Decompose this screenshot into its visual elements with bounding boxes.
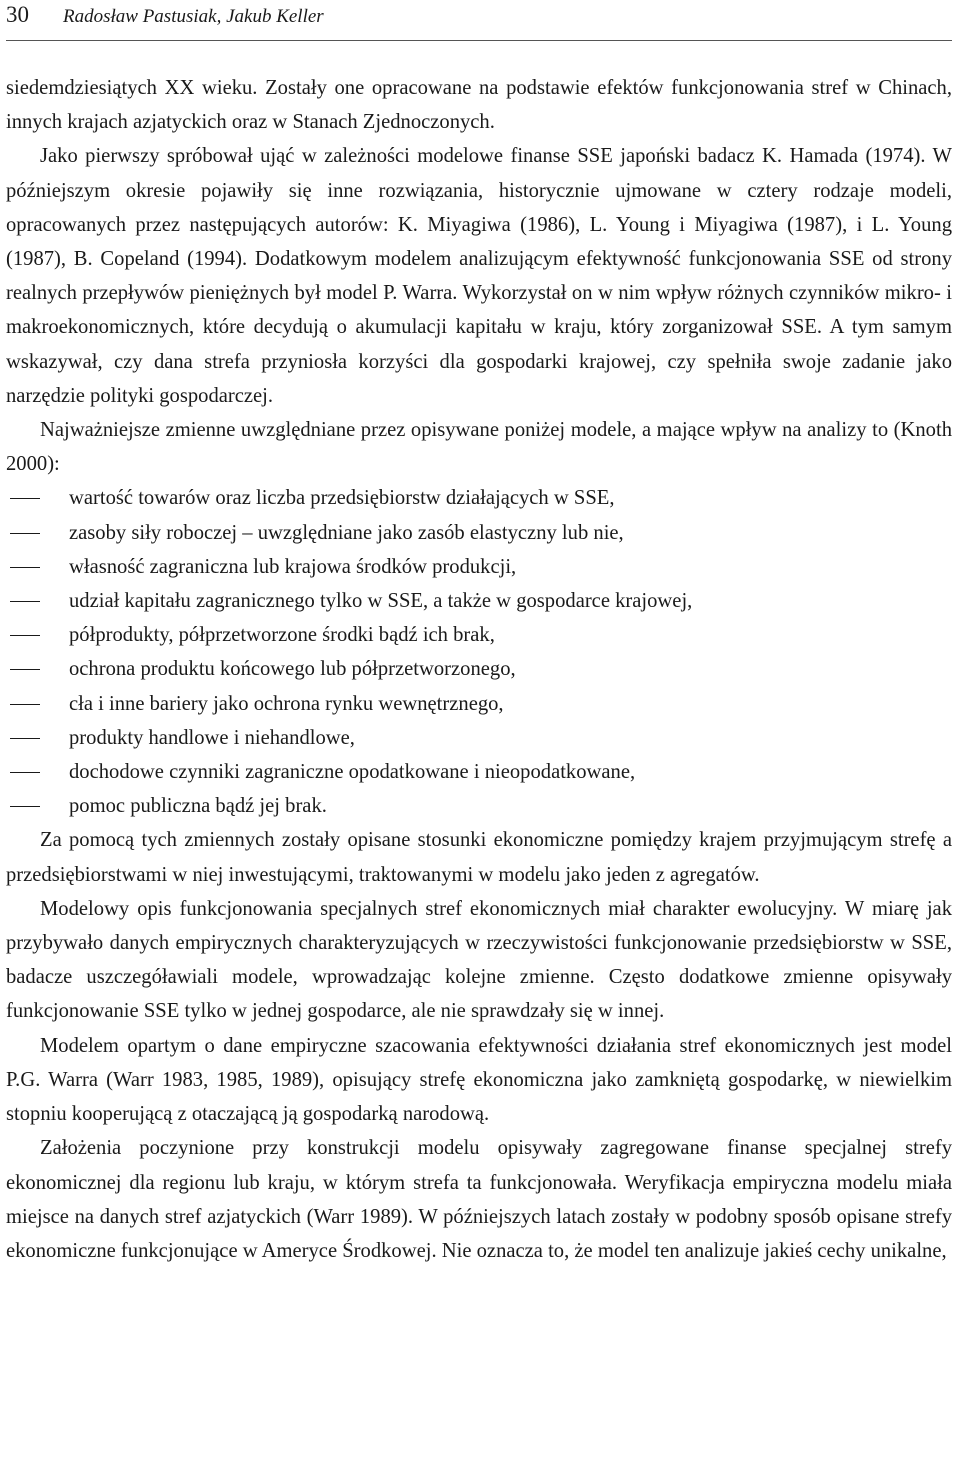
- list-item: wartość towarów oraz liczba przedsiębiorstw działających w SSE,: [6, 481, 952, 515]
- body-text: [6, 71, 952, 1268]
- list-item: ochrona produktu końcowego lub półprzetworzonego,: [6, 652, 952, 686]
- paragraph: siedemdziesiątych XX wieku. Zostały one opracowane na podstawie efektów funkcjonowania stref w Chinach, innych krajach azjatyckich oraz w Stanach Zjednoczonych.: [6, 77, 952, 134]
- paragraph: Najważniejsze zmienne uwzględniane przez opisywane poniżej modele, a mające wpływ na analizy to (Knoth 2000):: [6, 419, 952, 476]
- paragraph: Modelem opartym o dane empiryczne szacowania efektywności działania stref ekonomicznych jest model P.G. Warra (Warr 1983, 1985, 1989), opisujący strefę ekonomiczna jako zamkniętą gospodarkę, w niewielkim stopniu kooperującą z otaczającą ją gospodarką narodową.: [6, 1034, 952, 1126]
- page-header: [6, 0, 952, 41]
- page-number: 30: [6, 2, 29, 27]
- list-item: udział kapitału zagranicznego tylko w SSE, a także w gospodarce krajowej,: [6, 584, 952, 618]
- paragraph: Jako pierwszy spróbował ująć w zależności modelowe finanse SSE japoński badacz K. Hamada (1974). W późniejszym okresie pojawiły się inne rozwiązania, historycznie ujmowane w cztery rodzaje modeli, opracowanych przez następujących autorów: K. Miyagiwa (1986), L. Young i Miyagiwa (1987), i L. Young (1987), B. Copeland (1994). Dodatkowym modelem analizującym efektywność funkcjonowania SSE od strony realnych przepływów pieniężnych był model P. Warra. Wykorzystał on w nim wpływ różnych czynników mikro- i makroekonomicznych, które decydują o akumulacji kapitału w kraju, który zorganizował SSE. A tym samym wskazywał, czy dana strefa przyniosła korzyści dla gospodarki krajowej, czy spełniła swoje zadanie jako narzędzie polityki gospodarczej.: [6, 145, 952, 407]
- list-item: zasoby siły roboczej – uwzględniane jako zasób elastyczny lub nie,: [6, 516, 952, 550]
- list-item: dochodowe czynniki zagraniczne opodatkowane i nieopodatkowane,: [6, 755, 952, 789]
- running-head-authors: Radosław Pastusiak, Jakub Keller: [63, 6, 324, 27]
- paragraph: Za pomocą tych zmiennych zostały opisane stosunki ekonomiczne pomiędzy krajem przyjmującym strefę a przedsiębiorstwami w niej inwestującymi, traktowanymi w modelu jako jeden z agregatów.: [6, 829, 952, 886]
- list-item: półprodukty, półprzetworzone środki bądź ich brak,: [6, 618, 952, 652]
- list-item: cła i inne bariery jako ochrona rynku wewnętrznego,: [6, 687, 952, 721]
- list-item: produkty handlowe i niehandlowe,: [6, 721, 952, 755]
- paragraph: Założenia poczynione przy konstrukcji modelu opisywały zagregowane finanse specjalnej strefy ekonomicznej dla regionu lub kraju, w którym strefa ta funkcjonowała. Weryfikacja empiryczna modelu miała miejsce na danych stref azjatyckich (Warr 1989). W późniejszych latach zostały w podobny sposób opisane strefy ekonomiczne funkcjonujące w Ameryce Środkowej. Nie oznacza to, że model ten analizuje jakieś cechy unikalne,: [6, 1137, 952, 1262]
- variables-list: [6, 481, 952, 823]
- list-item: pomoc publiczna bądź jej brak.: [6, 789, 952, 823]
- list-item: własność zagraniczna lub krajowa środków produkcji,: [6, 550, 952, 584]
- paragraph: Modelowy opis funkcjonowania specjalnych stref ekonomicznych miał charakter ewolucyjny. W miarę jak przybywało danych empirycznych charakteryzujących w rzeczywistości funkcjonowanie przedsiębiorstw w SSE, badacze uszczegóławiali modele, wprowadzając kolejne zmienne. Często dodatkowe zmienne opisywały funkcjonowanie SSE tylko w jednej gospodarce, ale nie sprawdzały się w innej.: [6, 897, 952, 1023]
